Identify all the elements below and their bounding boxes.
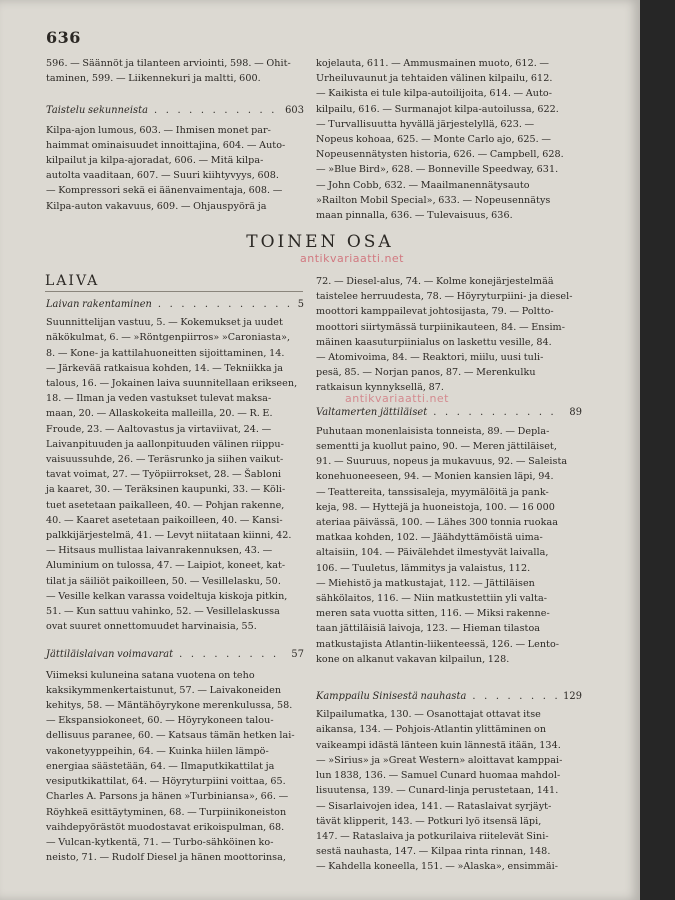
text-line: palkkijärjestelmä, 41. — Levyt niitataan kiinni, 42. (46, 530, 292, 542)
text-line: Laivanpituuden ja aallonpituuden välinen riippu- (46, 438, 284, 450)
text-line: — Järkevää ratkaisua kohden, 14. — Tekniikka ja (46, 362, 284, 374)
text-line: ratkaisun kynnyksellä, 87. (316, 382, 445, 394)
text-line: kone on alkanut vakavan kilpailun, 128. (316, 653, 510, 665)
text-line: meren sata vuotta sitten, 116. — Miksi rakenne- (316, 608, 550, 620)
text-line: vaikeampi idästä länteen kuin lännestä itään, 134. (316, 739, 561, 751)
text-line: tavat voimat, 27. — Työpiirrokset, 28. — Šabloni (46, 469, 282, 481)
text-line: sähkölaitos, 116. — Niin matkustettiin yli valta- (316, 593, 548, 605)
text-line: maan, 20. — Allaskokeita malleilla, 20. — R. E. (46, 408, 273, 420)
text-line: Urheiluvaunut ja tehtaiden välinen kilpailu, 612. (316, 73, 553, 85)
text-line: moottori kamppailevat johtosijasta, 79. — Poltto- (316, 306, 554, 318)
text-line: Nopeusennätysten historia, 626. — Campbell, 628. (316, 149, 564, 161)
text-line: 40. — Kaaret asetetaan paikoilleen, 40. — Kansi- (46, 514, 283, 526)
section-heading (316, 689, 582, 704)
dot-leader (154, 103, 279, 118)
section-body (316, 424, 582, 667)
section-body (46, 123, 304, 214)
text-line: moottori siirtymässä turpiinikauteen, 84. — Ensim- (316, 321, 566, 333)
section-heading (46, 647, 304, 662)
text-line: — Miehistö ja matkustajat, 112. — Jättiläisen (316, 577, 535, 589)
text-line: Puhutaan monenlaisista tonneista, 89. — Depla- (316, 425, 550, 437)
text-line: Röyhkeä esittäytyminen, 68. — Turpiinikoneiston (46, 806, 287, 818)
text-line: — »Sirius» ja »Great Western» aloittavat kamppai- (316, 754, 563, 766)
watermark: antikvariaatti.net (300, 252, 404, 265)
text-line: Kilpa-auton vakavuus, 609. — Ohjauspyörä ja (46, 200, 267, 212)
text-line: maan pinnalla, 636. — Tulevaisuus, 636. (316, 210, 513, 222)
section-page: 603 (285, 105, 304, 117)
text-line: 8. — Kone- ja kattilahuoneitten sijoittaminen, 14. (46, 347, 285, 359)
text-line: tuet asetetaan paikalleen, 40. — Pohjan rakenne, (46, 499, 285, 511)
text-line: 18. — Ilman ja veden vastukset tulevat maksa- (46, 393, 272, 405)
text-line: altaisiin, 104. — Päivälehdet ilmestyvät laivalla, (316, 547, 549, 559)
text-line: sementti ja kuollut paino, 90. — Meren jättiläiset, (316, 441, 557, 453)
right-intro (316, 274, 582, 396)
section-body (46, 315, 304, 634)
chapter-title: LAIVA (45, 273, 100, 289)
section-heading (46, 297, 304, 312)
text-line: konehuoneeseen, 94. — Monien kansien läpi, 94. (316, 471, 554, 483)
text-line: vakonetyyppeihin, 64. — Kuinka hiilen lämpö- (46, 745, 269, 757)
left-column (46, 297, 304, 865)
text-line: Suunnittelijan vastuu, 5. — Kokemukset ja uudet (46, 317, 283, 329)
part-title: TOINEN OSA (246, 232, 394, 252)
text-line: vesiputkikattilat, 64. — Höyryturpiini voittaa, 65. (46, 776, 286, 788)
text-line: — »Blue Bird», 628. — Bonneville Speedway, 631. (316, 164, 559, 176)
section-body (316, 707, 582, 874)
text-line: 72. — Diesel-alus, 74. — Kolme konejärjestelmää (316, 276, 554, 287)
text-line: — Kaikista ei tule kilpa-autoilijoita, 614. — Auto- (316, 88, 553, 100)
text-line: sestä nauhasta, 147. — Kilpaa rinta rinnan, 148. (316, 846, 551, 858)
top-right-column (316, 56, 580, 223)
text-line: 106. — Tuuletus, lämmitys ja valaistus, 112. (316, 562, 531, 574)
text-line: ovat suuret onnettomuudet harvinaisia, 55. (46, 621, 257, 633)
text-line: aikansa, 134. — Pohjois-Atlantin ylittäminen on (316, 724, 547, 736)
section-page: 5 (297, 299, 304, 310)
text-line: matkustajista Atlantin-liikenteessä, 126. — Lento- (316, 638, 560, 650)
text-line: — Vesille kelkan varassa voideltuja kiskoja pitkin, (46, 590, 288, 602)
text-line: matkaa kohden, 102. — Jäähdyttämöistä uima- (316, 532, 543, 544)
text-line: mäinen kaasuturpiinialus on laskettu vesille, 84. (316, 336, 552, 348)
text-line: energiaa säästetään, 64. — Ilmaputkikattilat ja (46, 760, 275, 772)
text-line: — Kompressori sekä ei äänenvaimentaja, 608. — (46, 185, 283, 197)
text-line: ateriaa päivässä, 100. — Lähes 300 tonnia ruokaa (316, 517, 558, 529)
section-page: 129 (563, 691, 582, 703)
text-line: Froude, 23. — Aaltovastus ja virtaviivat, 24. — (46, 423, 272, 435)
text-line: taan jättiläisiä laivoja, 123. — Hieman tilastoa (316, 623, 541, 635)
text-line: 147. — Rataslaiva ja potkurilaiva riitelevät Sini- (316, 830, 549, 842)
dot-leader (433, 405, 563, 420)
text-line: haimmat ominaisuudet innoittajina, 604. — Auto- (46, 139, 286, 151)
text-line: 51. — Kun sattuu vahinko, 52. — Vesillelaskussa (46, 606, 280, 618)
section-body (46, 668, 304, 866)
section-title: Kamppailu Sinisestä nauhasta (316, 691, 467, 703)
text-line: — Teattereita, tanssisaleja, myymälöitä ja pank- (316, 486, 549, 498)
text-line: — Ekspansiokoneet, 60. — Höyrykoneen talou- (46, 715, 274, 727)
right-column (316, 274, 582, 875)
text-line: näkökulmat, 6. — »Röntgenpiirros» »Caroniasta», (46, 332, 291, 344)
dot-leader (472, 689, 557, 704)
section-page: 57 (291, 649, 304, 661)
text-line: kojelauta, 611. — Ammusmainen muoto, 612. — (316, 58, 550, 69)
dot-leader (158, 297, 292, 312)
text-line: lun 1838, 136. — Samuel Cunard huomaa mahdol- (316, 770, 561, 782)
text-line: vaihdepyörästöt muodostavat erikoispulman, 68. (46, 821, 285, 833)
text-line: vaisuussuhde, 26. — Teräsrunko ja siihen vaikut- (46, 454, 284, 466)
text-line: lisuutensa, 139. — Cunard-linja perustetaan, 141. (316, 785, 559, 797)
text-line: Charles A. Parsons ja hänen »Turbiniansa», 66. — (46, 791, 289, 803)
text-line: taistelee herruudesta, 78. — Höyryturpiini- ja diesel- (316, 291, 573, 303)
text-line: Nopeus kohoaa, 625. — Monte Carlo ajo, 625. — (316, 134, 552, 146)
text-line: »Railton Mobil Special», 633. — Nopeusennätys (316, 194, 551, 206)
text-line: tilat ja säiliöt paikoilleen, 50. — Vesillelasku, 50. (46, 575, 281, 587)
page-number: 636 (46, 28, 81, 47)
text-line: neisto, 71. — Rudolf Diesel ja hänen moottorinsa, (46, 852, 287, 864)
text-line: kilpailu, 616. — Surmanajot kilpa-autoilussa, 622. (316, 103, 559, 115)
divider (45, 291, 303, 292)
section-heading (316, 405, 582, 420)
text-line: dellisuus paranee, 60. — Katsaus tämän hetken lai- (46, 730, 295, 742)
section-heading (46, 103, 304, 118)
text-line: Kilpailumatka, 130. — Osanottajat ottavat itse (316, 709, 541, 721)
text-line: — Sisarlaivojen idea, 141. — Rataslaivat syrjäyt- (316, 800, 552, 812)
text-line: — Kahdella koneella, 151. — »Alaska», ensimmäi- (316, 861, 558, 873)
text-line: Viimeksi kuluneina satana vuotena on teho (46, 669, 255, 681)
text-line: 596. — Säännöt ja tilanteen arviointi, 598. — Ohit- (46, 58, 291, 69)
text-line: — Atomivoima, 84. — Reaktori, miilu, uusi tuli- (316, 352, 544, 364)
text-line: ja kaaret, 30. — Teräksinen kaupunki, 33. — Köli- (46, 484, 286, 496)
text-line: keja, 98. — Hyttejä ja huoneistoja, 100. — 16 000 (316, 501, 555, 513)
section-page: 89 (569, 406, 582, 418)
section-title: Taistelu sekunneista (46, 105, 148, 117)
section-title: Jättiläislaivan voimavarat (46, 649, 174, 661)
text-line: pesä, 85. — Norjan panos, 87. — Merenkulku (316, 367, 536, 379)
text-line: — John Cobb, 632. — Maailmanennätysauto (316, 179, 530, 191)
section-title: Laivan rakentaminen (46, 299, 152, 310)
text-line: tävät klipperit, 143. — Potkuri lyö itsensä läpi, (316, 815, 542, 827)
text-line: talous, 16. — Jokainen laiva suunnitellaan erikseen, (46, 378, 298, 390)
text-line: kilpailut ja kilpa-ajoradat, 606. — Mitä kilpa- (46, 155, 264, 167)
text-line: — Vulcan-kytkentä, 71. — Turbo-sähköinen ko- (46, 836, 274, 848)
text-line: kehitys, 58. — Mäntähöyrykone merenkulussa, 58. (46, 700, 293, 712)
text-line: autolta vaaditaan, 607. — Suuri kiihtyvyys, 608. (46, 170, 279, 182)
text-line: — Hitsaus mullistaa laivanrakennuksen, 43. — (46, 545, 273, 557)
top-left-intro (46, 56, 304, 86)
text-line: kaksikymmenkertaistunut, 57. — Laivakoneiden (46, 684, 282, 696)
text-line: 91. — Suuruus, nopeus ja mukavuus, 92. — Saleista (316, 456, 568, 468)
text-line: Kilpa-ajon lumous, 603. — Ihmisen monet par- (46, 124, 271, 136)
text-line: Aluminium on tulossa, 47. — Laipiot, koneet, kat- (46, 560, 286, 572)
watermark: antikvariaatti.net (345, 392, 449, 405)
top-left-column (46, 56, 304, 214)
text-line: — Turvallisuutta hyvällä järjestelyllä, 623. — (316, 118, 535, 130)
section-title: Valtamerten jättiläiset (316, 406, 428, 418)
dot-leader (179, 647, 285, 662)
text-line: taminen, 599. — Liikennekuri ja maltti, 600. (46, 73, 261, 85)
